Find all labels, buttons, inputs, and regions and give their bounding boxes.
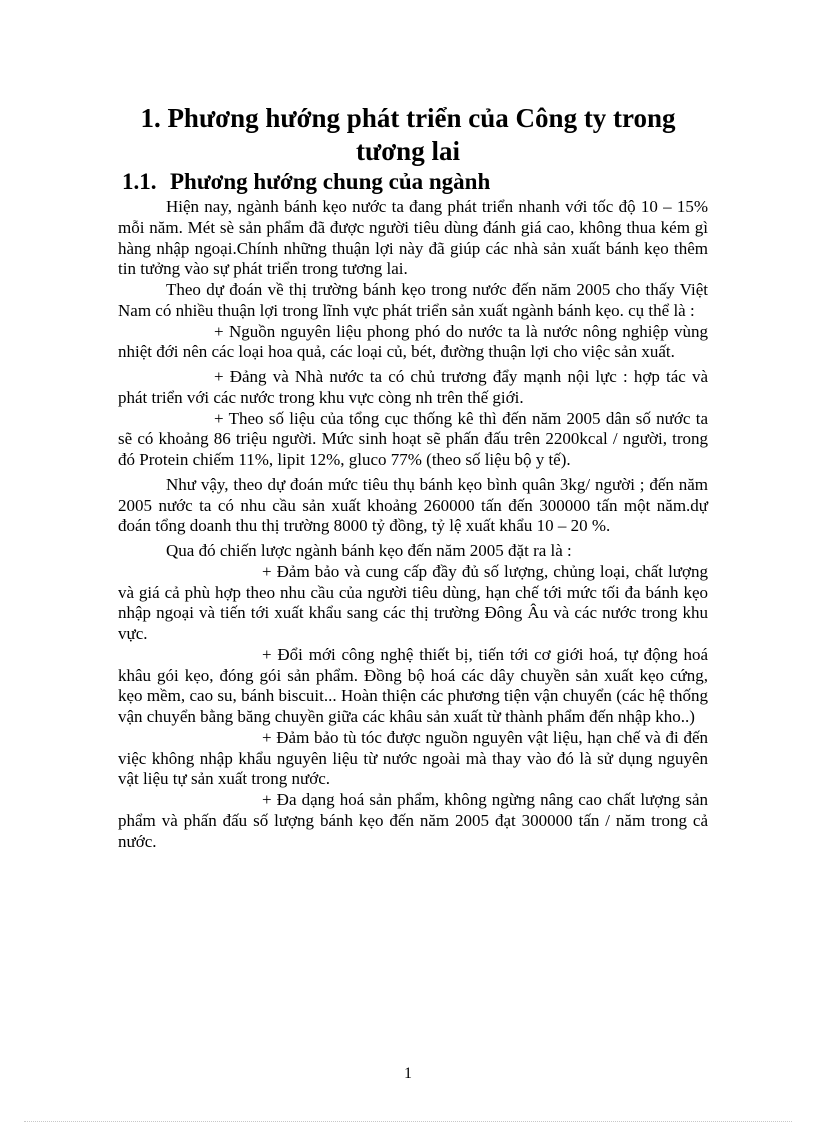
bullet-paragraph: + Nguồn nguyên liệu phong phó do nước ta là nước nông nghiệp vùng nhiệt đới nên các loại hoa quả, các loại củ, bét, đường thuận lợi cho việc sản xuất. (118, 321, 708, 362)
chapter-heading: 1. Phương hướng phát triển của Công ty trong tương lai (140, 103, 676, 166)
page-number: 1 (404, 1065, 412, 1082)
bullet-paragraph: + Đảm bảo tù tóc được nguồn nguyên vật liệu, hạn chế và đi đến việc không nhập khẩu nguyên liệu từ nước ngoài mà thay vào đó là sử dụng nguyên vật liệu tự sản xuất trong nước. (118, 727, 708, 789)
bullet-paragraph: + Đa dạng hoá sản phẩm, không ngừng nâng cao chất lượng sản phẩm và phấn đấu số lượng bánh kẹo đến năm 2005 đạt 300000 tấn / năm trong cả nước. (118, 790, 708, 851)
bullet-paragraph: + Đảng và Nhà nước ta có chủ trương đẩy mạnh nội lực : hợp tác và phát triển với các nước trong khu vực còng nh trên thế giới. (118, 367, 708, 407)
section-heading (122, 168, 490, 196)
section-title: Phương hướng chung của ngành (170, 169, 491, 194)
paragraph: Như vậy, theo dự đoán mức tiêu thụ bánh kẹo bình quân 3kg/ người ; đến năm 2005 nước ta có nhu cầu sản xuất khoảng 260000 tấn đến 300000 tấn một năm.dự đoán tổng doanh thu thị trường 8000 tỷ đồng, tỷ lệ xuất khẩu 10 – 20 %. (118, 474, 708, 536)
paragraph: Hiện nay, ngành bánh kẹo nước ta đang phát triển nhanh với tốc độ 10 – 15% mỗi năm. Mét sè sản phẩm đã được người tiêu dùng đánh giá cao, không thua kém gì hàng nhập ngoại.Chính những thuận lợi này đã giúp các nhà sản xuất bánh kẹo thêm tin tưởng vào sự phát triển trong tương lai. (118, 197, 708, 279)
paragraph: Theo dự đoán về thị trường bánh kẹo trong nước đến năm 2005 cho thấy Việt Nam có nhiều thuận lợi trong lĩnh vực phát triển sản xuất ngành bánh kẹo. cụ thể là : (118, 280, 708, 320)
bullet-paragraph: + Đổi mới công nghệ thiết bị, tiến tới cơ giới hoá, tự động hoá khâu gói kẹo, đóng gói sản phẩm. Đồng bộ hoá các dây chuyền sản xuất kẹo cứng, kẹo mềm, cao su, bánh biscuit... Hoàn thiện các phương tiện vận chuyển (các hệ thống vận chuyển bằng băng chuyền giữa các khâu sản xuất từ thành phẩm đến nhập kho..) (118, 644, 708, 726)
section-number: 1.1. (122, 169, 157, 194)
body-text (118, 197, 708, 852)
bullet-paragraph: + Đảm bảo và cung cấp đầy đủ số lượng, chủng loại, chất lượng và giá cả phù hợp theo nhu cầu của người tiêu dùng, hạn chế tới mức tối đa bánh kẹo nhập ngoại và tiến tới xuất khẩu sang các thị trường Đông Âu và các nước trong khu vực. (118, 561, 708, 643)
bullet-paragraph: + Theo số liệu của tổng cục thống kê thì đến năm 2005 dân số nước ta sẽ có khoảng 86 triệu người. Mức sinh hoạt sẽ phấn đấu trên 2200kcal / người, trong đó Protein chiếm 11%, lipit 12%, gluco 77% (theo số liệu bộ y tế). (118, 408, 708, 469)
page-divider (24, 1121, 792, 1122)
paragraph: Qua đó chiến lược ngành bánh kẹo đến năm 2005 đặt ra là : (166, 541, 572, 560)
